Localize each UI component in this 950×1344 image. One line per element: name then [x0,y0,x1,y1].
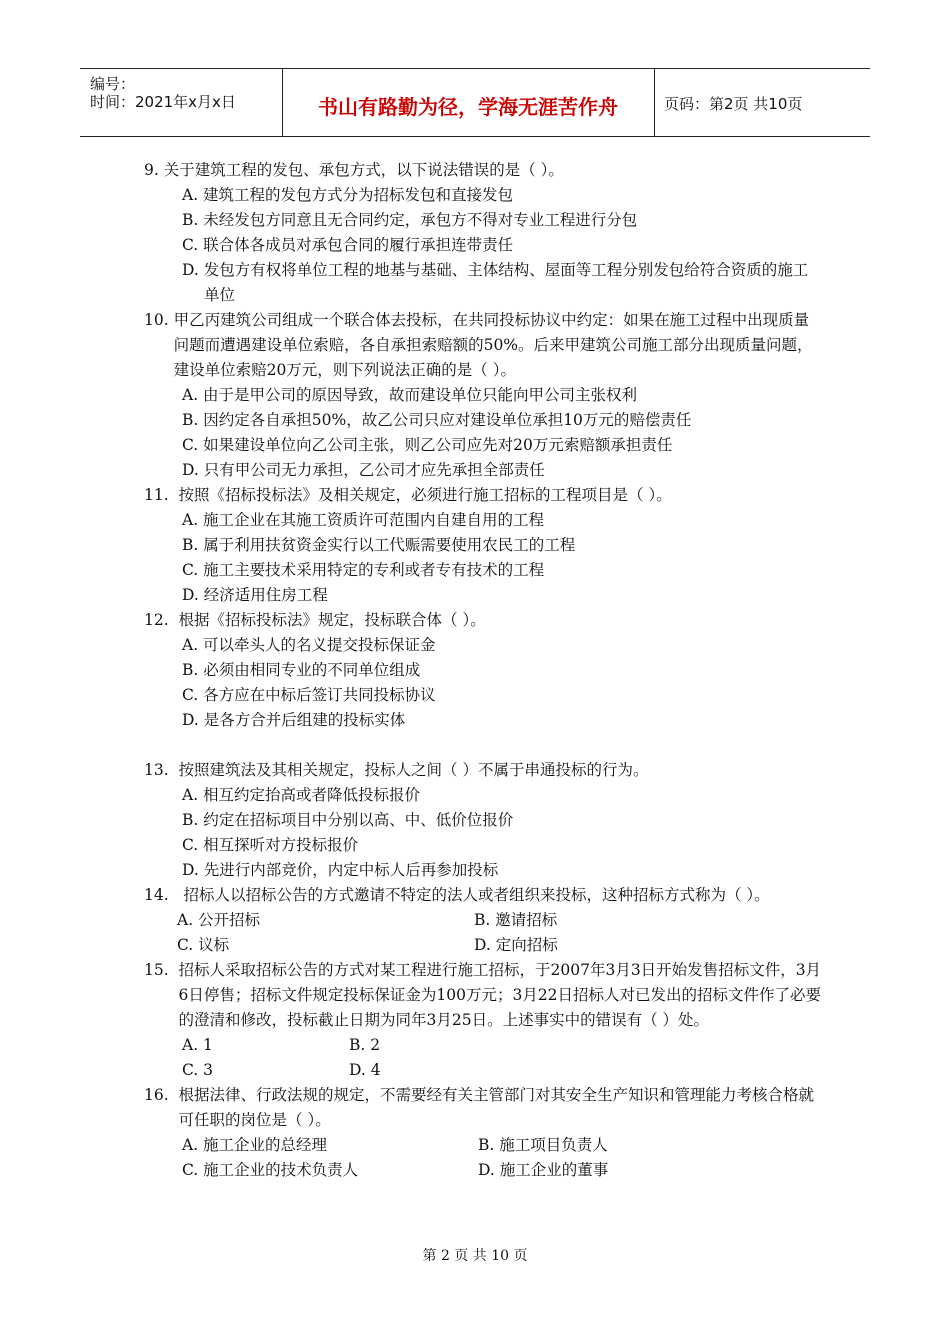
serial-label: 编号： [90,75,136,93]
question-number: 12. [144,611,179,629]
page-info: 页码：第2页 共10页 [664,95,803,113]
question-number: 13. [144,761,179,779]
question-number: 11. [144,486,179,504]
option-b: B. 2 [349,1036,381,1054]
option-c: C. 施工主要技术采用特定的专利或者专有技术的工程 [182,561,545,579]
option-a: A. 1 [182,1036,213,1054]
question-number: 16. [144,1086,179,1104]
option-b: B. 未经发包方同意且无合同约定，承包方不得对专业工程进行分包 [182,211,638,229]
option-c: C. 3 [182,1061,214,1079]
option-d: D. 是各方合并后组建的投标实体 [182,711,406,729]
question-number: 9. [144,161,164,179]
option-d: D. 施工企业的董事 [478,1161,609,1179]
question-14 [144,883,824,958]
header-left-cell [80,69,283,136]
question-number: 15. [144,961,179,979]
option-d: D. 发包方有权将单位工程的地基与基础、主体结构、屋面等工程分别发包给符合资质的施工单位 [182,261,809,304]
question-15 [144,958,824,1083]
option-a: A. 施工企业的总经理 [182,1136,328,1154]
option-b: B. 施工项目负责人 [478,1136,608,1154]
option-d: D. 定向招标 [474,936,558,954]
option-a: A. 相互约定抬高或者降低投标报价 [182,786,421,804]
option-a: A. 可以牵头人的名义提交投标保证金 [182,636,436,654]
option-a: A. 施工企业在其施工资质许可范围内自建自用的工程 [182,511,545,529]
question-number: 14. [144,886,184,904]
question-text: 招标人采取招标公告的方式对某工程进行施工招标，于2007年3月3日开始发售招标文件，3月6日停售；招标文件规定投标保证金为100万元；3月22日招标人对已发出的招标文件作了必要的澄清和修改，投标截止日期为同年3月25日。上述事实中的错误有（ ）处。 [178,961,822,1029]
question-10 [144,308,824,483]
option-c: C. 联合体各成员对承包合同的履行承担连带责任 [182,236,514,254]
question-text: 按照建筑法及其相关规定，投标人之间（ ）不属于串通投标的行为。 [178,761,649,779]
question-text: 根据《招标投标法》规定，投标联合体（ ）。 [178,611,486,629]
question-16 [144,1083,824,1183]
question-12 [144,608,824,733]
option-c: C. 议标 [177,936,230,954]
page-header [80,68,870,137]
option-c: C. 如果建设单位向乙公司主张，则乙公司应先对20万元索赔额承担责任 [182,436,673,454]
header-motto-cell [282,69,655,136]
option-d: D. 4 [349,1061,381,1079]
motto: 书山有路勤为径，学海无涯苦作舟 [318,95,618,119]
question-text: 根据法律、行政法规的规定，不需要经有关主管部门对其安全生产知识和管理能力考核合格就可任职的岗位是（ ）。 [178,1086,815,1129]
question-text: 关于建筑工程的发包、承包方式，以下说法错误的是（ ）。 [163,161,564,179]
option-b: B. 属于利用扶贫资金实行以工代赈需要使用农民工的工程 [182,536,576,554]
page-footer: 第 2 页 共 10 页 [422,1248,528,1264]
question-text: 甲乙丙建筑公司组成一个联合体去投标，在共同投标协议中约定：如果在施工过程中出现质量问题而遭遇建设单位索赔，各自承担索赔额的50%。后来甲建筑公司施工部分出现质量问题，建设单位索赔20万元，则下列说法正确的是（ ）。 [173,311,813,379]
option-b: B. 约定在招标项目中分别以高、中、低价位报价 [182,811,514,829]
question-11 [144,483,824,608]
option-c: C. 施工企业的技术负责人 [182,1161,359,1179]
option-d: D. 先进行内部竞价，内定中标人后再参加投标 [182,861,499,879]
question-13 [144,758,824,883]
question-number: 10. [144,311,174,329]
option-c: C. 各方应在中标后签订共同投标协议 [182,686,436,704]
header-right-cell [654,69,870,136]
question-list [144,158,824,1183]
blank-line [144,733,824,758]
question-9 [144,158,824,308]
date-label: 时间：2021年x月x日 [90,93,236,111]
option-a: A. 由于是甲公司的原因导致，故而建设单位只能向甲公司主张权利 [182,386,638,404]
option-b: B. 邀请招标 [474,911,558,929]
option-b: B. 因约定各自承担50%，故乙公司只应对建设单位承担10万元的赔偿责任 [182,411,692,429]
option-d: D. 只有甲公司无力承担，乙公司才应先承担全部责任 [182,461,545,479]
question-text: 招标人以招标公告的方式邀请不特定的法人或者组织来投标，这种招标方式称为（ ）。 [183,886,770,904]
option-a: A. 建筑工程的发包方式分为招标发包和直接发包 [182,186,514,204]
option-c: C. 相互探听对方投标报价 [182,836,359,854]
question-text: 按照《招标投标法》及相关规定，必须进行施工招标的工程项目是（ ）。 [178,486,672,504]
option-b: B. 必须由相同专业的不同单位组成 [182,661,421,679]
option-a: A. 公开招标 [177,911,261,929]
option-d: D. 经济适用住房工程 [182,586,328,604]
